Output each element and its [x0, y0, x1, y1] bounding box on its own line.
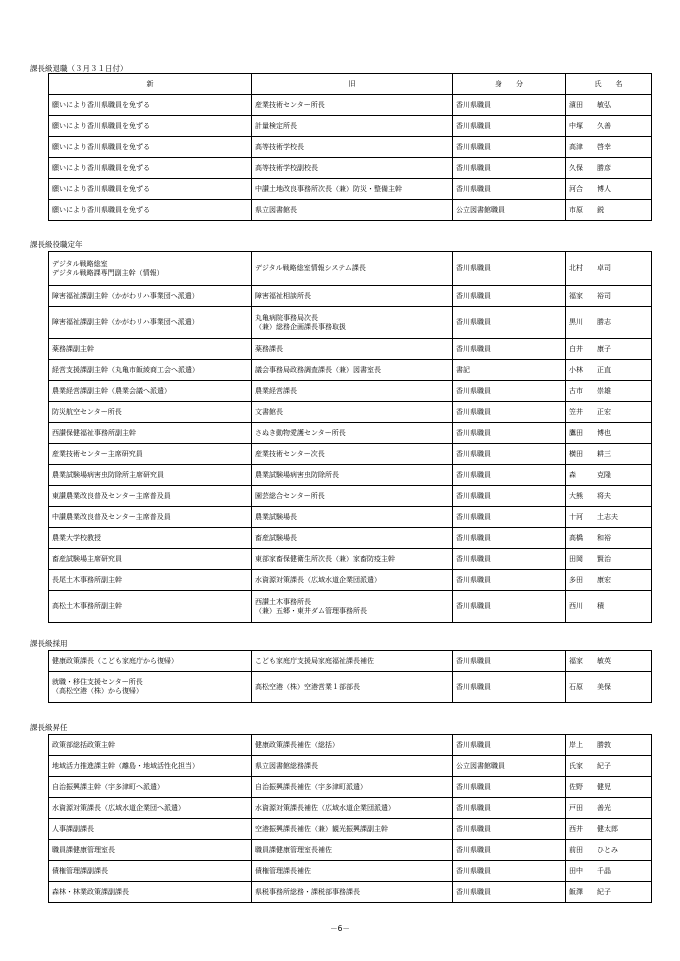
table-row — [49, 570, 652, 591]
cell-name: 田中 千晶 — [566, 861, 652, 882]
cell-new: 就職・移住支援センター所長 （高松空港（株）から復帰） — [49, 672, 252, 703]
cell-name: 北村 卓司 — [566, 252, 652, 286]
cell-old: 東部家畜保健衛生所次長（兼）家畜防疫主幹 — [252, 549, 453, 570]
cell-status: 香川県職員 — [453, 591, 566, 623]
cell-status: 香川県職員 — [453, 465, 566, 486]
cell-old: 中讃土地改良事務所次長（兼）防災・整備主幹 — [252, 179, 453, 200]
cell-name: 福家 裕司 — [566, 286, 652, 307]
table-row — [49, 286, 652, 307]
cell-name: 佐野 健児 — [566, 777, 652, 798]
cell-old: 債権管理課長補佐 — [252, 861, 453, 882]
table-row — [49, 307, 652, 339]
cell-old: 水資源対策課長補佐（広域水道企業団派遣） — [252, 798, 453, 819]
cell-new: 債権管理課副課長 — [49, 861, 252, 882]
table-row — [49, 252, 652, 286]
cell-old: 丸亀病院事務局次長 （兼）総務企画課長事務取扱 — [252, 307, 453, 339]
cell-new: 願いにより香川県職員を免ずる — [49, 200, 252, 221]
cell-new: 願いにより香川県職員を免ずる — [49, 179, 252, 200]
cell-new: 願いにより香川県職員を免ずる — [49, 95, 252, 116]
cell-status: 公立図書館職員 — [453, 756, 566, 777]
cell-status: 香川県職員 — [453, 423, 566, 444]
cell-old: 自治振興課長補佐（宇多津町派遣） — [252, 777, 453, 798]
table-row — [49, 840, 652, 861]
header-new: 新 — [49, 74, 252, 95]
section-title-mandatory-retirement: 課長級役職定年 — [30, 240, 83, 249]
table-row — [49, 158, 652, 179]
cell-new: 人事課副課長 — [49, 819, 252, 840]
cell-name: 白井 康子 — [566, 339, 652, 360]
table-row — [49, 861, 652, 882]
table-mandatory-retirement — [48, 251, 652, 623]
table-row — [49, 756, 652, 777]
table-promotion — [48, 734, 652, 903]
cell-old: 県立図書館総務課長 — [252, 756, 453, 777]
cell-name: 横田 耕三 — [566, 444, 652, 465]
cell-status: 香川県職員 — [453, 528, 566, 549]
cell-old: 農業試験場病害虫防除所長 — [252, 465, 453, 486]
page-number: －6－ — [330, 924, 350, 933]
cell-old: さぬき動物愛護センター所長 — [252, 423, 453, 444]
table-row — [49, 137, 652, 158]
cell-old: 健康政策課長補佐（総括） — [252, 735, 453, 756]
cell-status: 香川県職員 — [453, 549, 566, 570]
table-row — [49, 591, 652, 623]
cell-name: 市原 鋭 — [566, 200, 652, 221]
cell-name: 岸上 勝敦 — [566, 735, 652, 756]
table-row — [49, 507, 652, 528]
cell-old: こども家庭庁支援局家庭福祉課長補佐 — [252, 651, 453, 672]
table-row — [49, 116, 652, 137]
cell-old: 水資源対策課長（広域水道企業団派遣） — [252, 570, 453, 591]
cell-old: 高等技術学校長 — [252, 137, 453, 158]
cell-status: 公立図書館職員 — [453, 200, 566, 221]
cell-status: 香川県職員 — [453, 95, 566, 116]
cell-name: 濱田 敏弘 — [566, 95, 652, 116]
table-row — [49, 200, 652, 221]
table-row — [49, 798, 652, 819]
table-row — [49, 735, 652, 756]
cell-new: 政策部総括政策主幹 — [49, 735, 252, 756]
table-row — [49, 179, 652, 200]
cell-status: 香川県職員 — [453, 882, 566, 903]
cell-name: 久保 勝彦 — [566, 158, 652, 179]
cell-old: デジタル戦略総室情報システム課長 — [252, 252, 453, 286]
cell-old: 職員課健康管理室長補佐 — [252, 840, 453, 861]
cell-old: 産業技術センター次長 — [252, 444, 453, 465]
table-hiring — [48, 650, 652, 703]
cell-name: 田岡 賢治 — [566, 549, 652, 570]
cell-old: 文書館長 — [252, 402, 453, 423]
cell-new: 願いにより香川県職員を免ずる — [49, 158, 252, 179]
table-row — [49, 819, 652, 840]
table-row — [49, 465, 652, 486]
header-old: 旧 — [252, 74, 453, 95]
cell-name: 河合 博人 — [566, 179, 652, 200]
table-row — [49, 360, 652, 381]
cell-new: 自治振興課主幹（宇多津町へ派遣） — [49, 777, 252, 798]
cell-new: 中讃農業改良普及センター主席普及員 — [49, 507, 252, 528]
cell-new: 健康政策課長（こども家庭庁から復帰） — [49, 651, 252, 672]
cell-status: 香川県職員 — [453, 840, 566, 861]
table-row — [49, 444, 652, 465]
cell-new: 薬務課副主幹 — [49, 339, 252, 360]
cell-status: 香川県職員 — [453, 339, 566, 360]
cell-status: 香川県職員 — [453, 486, 566, 507]
cell-name: 福家 敏英 — [566, 651, 652, 672]
cell-status: 香川県職員 — [453, 116, 566, 137]
table-row — [49, 486, 652, 507]
cell-status: 香川県職員 — [453, 137, 566, 158]
cell-status: 香川県職員 — [453, 819, 566, 840]
cell-status: 香川県職員 — [453, 651, 566, 672]
cell-new: 願いにより香川県職員を免ずる — [49, 137, 252, 158]
cell-old: 園芸総合センター所長 — [252, 486, 453, 507]
table-row — [49, 339, 652, 360]
cell-new: 産業技術センター主席研究員 — [49, 444, 252, 465]
cell-status: 香川県職員 — [453, 444, 566, 465]
cell-status: 書記 — [453, 360, 566, 381]
cell-new: 農業試験場病害虫防除所主席研究員 — [49, 465, 252, 486]
table-row — [49, 549, 652, 570]
cell-status: 香川県職員 — [453, 307, 566, 339]
cell-new: 農業経営課副主幹（農業会議へ派遣） — [49, 381, 252, 402]
cell-new: デジタル戦略総室 デジタル戦略課専門副主幹（情報） — [49, 252, 252, 286]
cell-status: 香川県職員 — [453, 570, 566, 591]
cell-new: 職員課健康管理室長 — [49, 840, 252, 861]
cell-name: 石原 美保 — [566, 672, 652, 703]
cell-name: 小林 正直 — [566, 360, 652, 381]
cell-name: 十河 土志夫 — [566, 507, 652, 528]
cell-name: 古市 崇雄 — [566, 381, 652, 402]
table-header-row — [49, 74, 652, 95]
cell-name: 戸田 善光 — [566, 798, 652, 819]
header-status: 身 分 — [453, 74, 566, 95]
cell-status: 香川県職員 — [453, 672, 566, 703]
cell-new: 長尾土木事務所副主幹 — [49, 570, 252, 591]
cell-new: 農業大学校教授 — [49, 528, 252, 549]
cell-name: 西川 積 — [566, 591, 652, 623]
cell-new: 障害福祉課副主幹（かがわリハ事業団へ派遣） — [49, 307, 252, 339]
cell-new: 西讃保健福祉事務所副主幹 — [49, 423, 252, 444]
cell-status: 香川県職員 — [453, 735, 566, 756]
cell-name: 黒川 勝志 — [566, 307, 652, 339]
cell-status: 香川県職員 — [453, 179, 566, 200]
cell-name: 笠井 正宏 — [566, 402, 652, 423]
cell-new: 高松土木事務所副主幹 — [49, 591, 252, 623]
cell-new: 防災航空センター所長 — [49, 402, 252, 423]
cell-old: 西讃土木事務所長 （兼）五郷・東井ダム管理事務所長 — [252, 591, 453, 623]
cell-old: 農業試験場長 — [252, 507, 453, 528]
cell-name: 大熊 将夫 — [566, 486, 652, 507]
cell-status: 香川県職員 — [453, 777, 566, 798]
cell-name: 飯澤 紀子 — [566, 882, 652, 903]
cell-new: 願いにより香川県職員を免ずる — [49, 116, 252, 137]
table-retirement — [48, 73, 652, 221]
cell-old: 空港振興課長補佐（兼）観光振興課副主幹 — [252, 819, 453, 840]
cell-new: 地域活力推進課主幹（離島・地域活性化担当） — [49, 756, 252, 777]
cell-name: 森 克隆 — [566, 465, 652, 486]
table-row — [49, 381, 652, 402]
table-row — [49, 882, 652, 903]
cell-name: 西井 健太郎 — [566, 819, 652, 840]
cell-name: 氏家 紀子 — [566, 756, 652, 777]
cell-old: 県税事務所総務・課税部事務課長 — [252, 882, 453, 903]
cell-status: 香川県職員 — [453, 861, 566, 882]
cell-new: 水資源対策課長（広域水道企業団へ派遣） — [49, 798, 252, 819]
cell-old: 県立図書館長 — [252, 200, 453, 221]
cell-status: 香川県職員 — [453, 402, 566, 423]
cell-old: 議会事務局政務調査課長（兼）図書室長 — [252, 360, 453, 381]
cell-name: 多田 康宏 — [566, 570, 652, 591]
table-row — [49, 95, 652, 116]
cell-name: 高橋 和裕 — [566, 528, 652, 549]
cell-new: 畜産試験場主席研究員 — [49, 549, 252, 570]
cell-old: 畜産試験場長 — [252, 528, 453, 549]
cell-old: 高松空港（株）空港営業１部部長 — [252, 672, 453, 703]
cell-status: 香川県職員 — [453, 252, 566, 286]
cell-old: 農業経営課長 — [252, 381, 453, 402]
cell-status: 香川県職員 — [453, 158, 566, 179]
cell-new: 障害福祉課副主幹（かがわリハ事業団へ派遣） — [49, 286, 252, 307]
cell-status: 香川県職員 — [453, 798, 566, 819]
table-row — [49, 672, 652, 703]
cell-name: 鷹田 博也 — [566, 423, 652, 444]
table-row — [49, 528, 652, 549]
cell-new: 経営支援課副主幹（丸亀市飯綾商工会へ派遣） — [49, 360, 252, 381]
table-row — [49, 777, 652, 798]
section-title-hiring: 課長級採用 — [30, 639, 68, 648]
cell-new: 森林・林業政策課副課長 — [49, 882, 252, 903]
cell-status: 香川県職員 — [453, 507, 566, 528]
cell-old: 高等技術学校副校長 — [252, 158, 453, 179]
cell-name: 高津 啓幸 — [566, 137, 652, 158]
cell-new: 東讃農業改良普及センター主席普及員 — [49, 486, 252, 507]
header-name: 氏 名 — [566, 74, 652, 95]
section-title-promotion: 課長級昇任 — [30, 723, 68, 732]
table-row — [49, 402, 652, 423]
cell-old: 産業技術センター所長 — [252, 95, 453, 116]
cell-old: 薬務課長 — [252, 339, 453, 360]
section-title-retirement: 課長級退職（３月３１日付） — [30, 64, 128, 73]
cell-status: 香川県職員 — [453, 381, 566, 402]
table-row — [49, 423, 652, 444]
table-row — [49, 651, 652, 672]
cell-old: 計量検定所長 — [252, 116, 453, 137]
cell-status: 香川県職員 — [453, 286, 566, 307]
cell-name: 中塚 久善 — [566, 116, 652, 137]
cell-name: 前田 ひとみ — [566, 840, 652, 861]
cell-old: 障害福祉相談所長 — [252, 286, 453, 307]
